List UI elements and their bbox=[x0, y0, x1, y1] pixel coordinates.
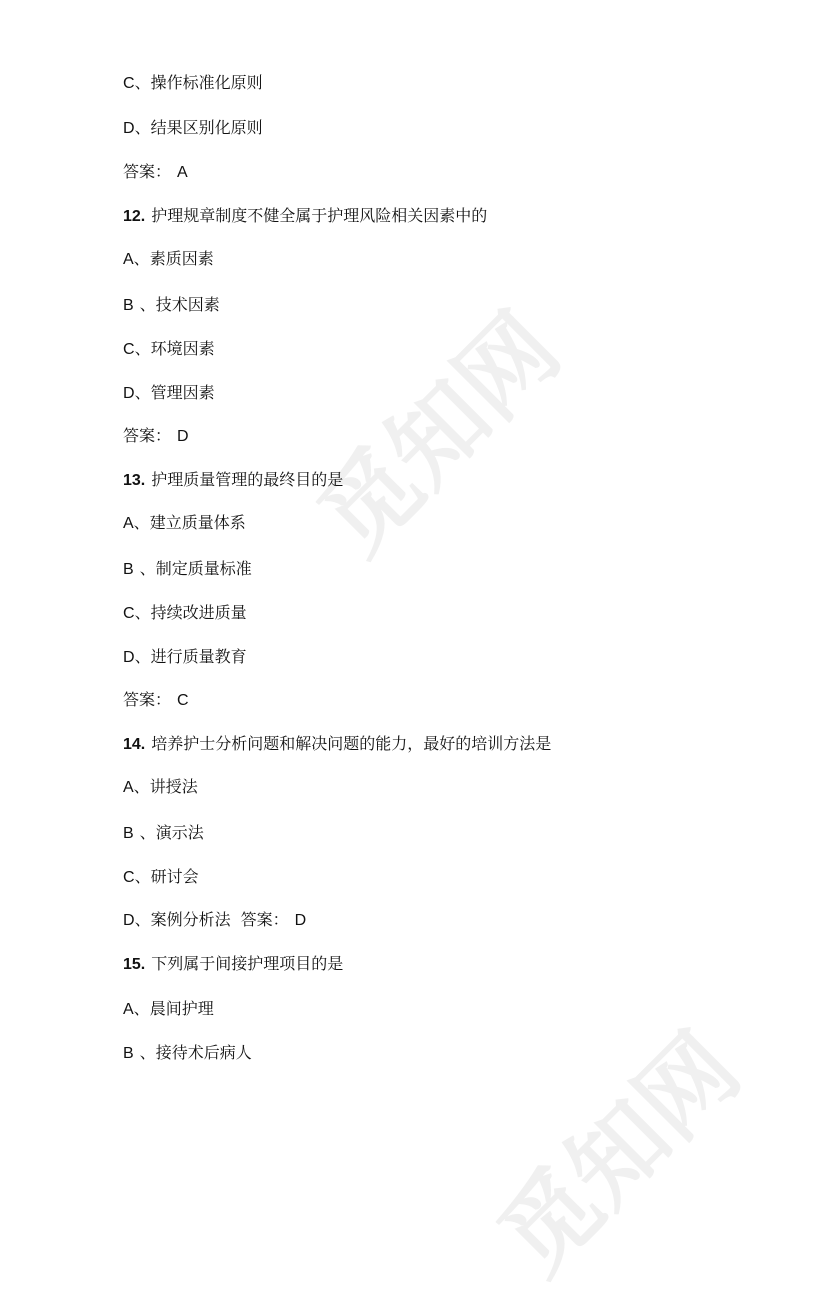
option-text: 进行质量教育 bbox=[150, 647, 247, 666]
option-marker: A bbox=[123, 251, 134, 268]
option-text: 持续改进质量 bbox=[150, 603, 247, 622]
option-marker: A bbox=[123, 1001, 134, 1018]
option-c bbox=[123, 867, 199, 888]
option-marker: D bbox=[123, 385, 135, 402]
answer-label: 答案： bbox=[123, 162, 172, 181]
answer-label: 答案： bbox=[123, 426, 172, 445]
question-15 bbox=[123, 954, 343, 975]
answer-line bbox=[123, 162, 188, 183]
question-text: 培养护士分析问题和解决问题的能力，最好的培训方法是 bbox=[151, 734, 552, 753]
option-text: 建立质量体系 bbox=[149, 513, 246, 532]
option-text: 讲授法 bbox=[149, 777, 198, 796]
option-marker: B bbox=[123, 561, 134, 578]
option-separator: 、 bbox=[133, 249, 150, 268]
question-text: 护理规章制度不健全属于护理风险相关因素中的 bbox=[151, 206, 488, 225]
option-marker: B bbox=[123, 825, 134, 842]
option-d bbox=[123, 647, 247, 668]
option-b bbox=[123, 823, 204, 844]
option-marker: B bbox=[123, 297, 134, 314]
option-marker: C bbox=[123, 341, 135, 358]
option-text: 案例分析法 bbox=[150, 910, 231, 929]
answer-label: 答案： bbox=[123, 690, 172, 709]
option-marker: A bbox=[123, 515, 134, 532]
option-d-with-answer bbox=[123, 910, 306, 931]
option-d bbox=[123, 118, 263, 139]
option-separator: 、 bbox=[133, 513, 150, 532]
answer-line bbox=[123, 426, 189, 447]
option-c bbox=[123, 339, 215, 360]
option-text: 接待术后病人 bbox=[155, 1043, 252, 1062]
option-b bbox=[123, 559, 252, 580]
watermark: 觅知网 bbox=[477, 1012, 761, 1296]
answer-line bbox=[123, 690, 189, 711]
question-12 bbox=[123, 206, 487, 227]
option-separator: 、 bbox=[139, 823, 156, 842]
option-marker: B bbox=[123, 1045, 134, 1062]
option-separator: 、 bbox=[134, 867, 151, 886]
option-a bbox=[123, 249, 214, 270]
question-number: 13. bbox=[123, 472, 146, 489]
question-text: 护理质量管理的最终目的是 bbox=[151, 470, 344, 489]
answer-value: C bbox=[177, 692, 189, 709]
option-text: 操作标准化原则 bbox=[150, 73, 263, 92]
option-separator: 、 bbox=[134, 73, 151, 92]
option-c bbox=[123, 73, 263, 94]
option-c bbox=[123, 603, 247, 624]
option-text: 素质因素 bbox=[149, 249, 214, 268]
option-marker: D bbox=[123, 649, 135, 666]
answer-label: 答案： bbox=[240, 910, 289, 929]
option-marker: C bbox=[123, 869, 135, 886]
option-separator: 、 bbox=[139, 295, 156, 314]
option-b bbox=[123, 295, 220, 316]
answer-value: D bbox=[177, 428, 189, 445]
option-separator: 、 bbox=[134, 910, 151, 929]
option-text: 环境因素 bbox=[150, 339, 215, 358]
option-marker: D bbox=[123, 912, 135, 929]
option-text: 技术因素 bbox=[155, 295, 220, 314]
option-text: 制定质量标准 bbox=[155, 559, 252, 578]
option-text: 结果区别化原则 bbox=[150, 118, 263, 137]
question-number: 15. bbox=[123, 956, 146, 973]
option-b bbox=[123, 1043, 252, 1064]
option-separator: 、 bbox=[134, 603, 151, 622]
option-marker: C bbox=[123, 605, 135, 622]
question-13 bbox=[123, 470, 343, 491]
option-a bbox=[123, 777, 198, 798]
option-marker: C bbox=[123, 75, 135, 92]
question-text: 下列属于间接护理项目的是 bbox=[151, 954, 344, 973]
option-separator: 、 bbox=[133, 999, 150, 1018]
option-marker: D bbox=[123, 120, 135, 137]
option-a bbox=[123, 513, 246, 534]
answer-value: A bbox=[177, 164, 188, 181]
option-separator: 、 bbox=[134, 118, 151, 137]
option-separator: 、 bbox=[139, 559, 156, 578]
answer-value: D bbox=[294, 912, 307, 929]
question-number: 14. bbox=[123, 736, 146, 753]
option-marker: A bbox=[123, 779, 134, 796]
option-text: 晨间护理 bbox=[149, 999, 214, 1018]
option-d bbox=[123, 383, 215, 404]
watermark: 觅知网 bbox=[297, 292, 581, 576]
option-separator: 、 bbox=[134, 383, 151, 402]
option-text: 演示法 bbox=[155, 823, 204, 842]
question-number: 12. bbox=[123, 208, 146, 225]
option-separator: 、 bbox=[134, 647, 151, 666]
option-separator: 、 bbox=[133, 777, 150, 796]
option-a bbox=[123, 999, 214, 1020]
option-separator: 、 bbox=[134, 339, 151, 358]
option-text: 研讨会 bbox=[150, 867, 199, 886]
question-14 bbox=[123, 734, 551, 755]
option-text: 管理因素 bbox=[150, 383, 215, 402]
option-separator: 、 bbox=[139, 1043, 156, 1062]
